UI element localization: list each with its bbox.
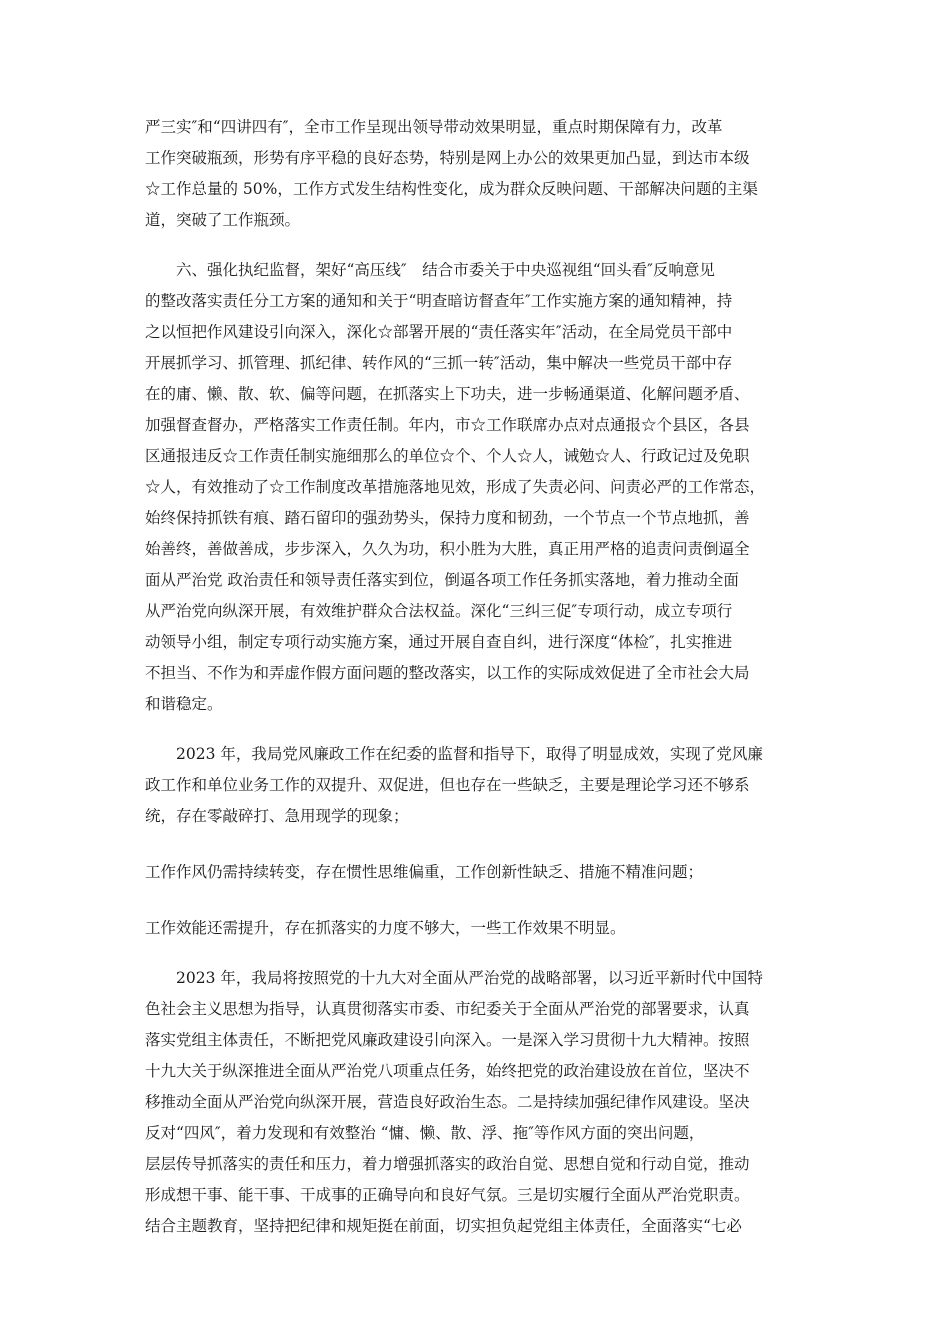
text-line: ☆工作总量的 50%，工作方式发生结构性变化，成为群众反映问题、干部解决问题的主渠 (145, 180, 758, 198)
paragraph-work-style (145, 857, 805, 888)
paragraph-work-results (145, 112, 805, 236)
text-line: 动领导小组，制定专项行动实施方案，通过开展自查自纠，进行深度“体检″，扎实推进 (145, 633, 733, 651)
text-line: 落实党组主体责任，不断把党风廉政建设引向深入。一是深入学习贯彻十九大精神。按照 (145, 1031, 750, 1049)
text-line: 道，突破了工作瓶颈。 (145, 211, 301, 229)
text-line: 始善终，善做善成，步步深入，久久为功，积小胜为大胜，真正用严格的追责问责倒逼全 (145, 540, 750, 558)
text-line: 六、强化执纪监督，架好“高压线″ 结合市委关于中央巡视组“回头看″反响意见 (145, 261, 715, 279)
paragraph-discipline-supervision (145, 255, 805, 720)
text-line: 不担当、不作为和弄虚作假方面问题的整改落实，以工作的实际成效促进了全市社会大局 (145, 664, 750, 682)
text-line: 反对“四风″，着力发现和有效整治 “慵、懒、散、浮、拖″等作风方面的突出问题， (145, 1124, 705, 1142)
text-line: 结合主题教育，坚持把纪律和规矩挺在前面，切实担负起党组主体责任，全面落实“七必 (145, 1217, 742, 1235)
text-line: 工作作风仍需持续转变，存在惯性思维偏重，工作创新性缺乏、措施不精准问题； (145, 863, 704, 881)
text-line: 加强督查督办，严格落实工作责任制。年内，市☆工作联席办点对点通报☆个县区，各县 (145, 416, 750, 434)
text-line: 工作突破瓶颈，形势有序平稳的良好态势，特别是网上办公的效果更加凸显，到达市本级 (145, 149, 750, 167)
text-line: 区通报违反☆工作责任制实施细那么的单位☆个、个人☆人，诫勉☆人、行政记过及免职 (145, 447, 750, 465)
text-line: 在的庸、懒、散、软、偏等问题，在抓落实上下功夫，进一步畅通渠道、化解问题矛盾、 (145, 385, 750, 403)
paragraph-efficiency (145, 913, 805, 944)
text-line: 开展抓学习、抓管理、抓纪律、转作风的“三抓一转″活动，集中解决一些党员干部中存 (145, 354, 733, 372)
paragraph-2023-review (145, 739, 805, 832)
text-line: 层层传导抓落实的责任和压力，着力增强抓落实的政治自觉、思想自觉和行动自觉，推动 (145, 1155, 750, 1173)
text-line: 统，存在零敲碎打、急用现学的现象； (145, 807, 409, 825)
text-line: 之以恒把作风建设引向深入，深化☆部署开展的“责任落实年″活动，在全局党员干部中 (145, 323, 733, 341)
paragraph-gap (145, 944, 805, 963)
paragraph-gap (145, 236, 805, 255)
text-line: 2023 年，我局将按照党的十九大对全面从严治党的战略部署，以习近平新时代中国特 (145, 969, 763, 987)
paragraph-gap (145, 888, 805, 913)
text-line: 和谐稳定。 (145, 695, 223, 713)
text-line: 十九大关于纵深推进全面从严治党八项重点任务，始终把党的政治建设放在首位，坚决不 (145, 1062, 750, 1080)
text-line: 政工作和单位业务工作的双提升、双促进，但也存在一些缺乏，主要是理论学习还不够系 (145, 776, 750, 794)
paragraph-gap (145, 832, 805, 857)
text-line: 始终保持抓铁有痕、踏石留印的强劲势头，保持力度和韧劲，一个节点一个节点地抓，善 (145, 509, 750, 527)
text-line: 形成想干事、能干事、干成事的正确导向和良好气氛。三是切实履行全面从严治党职责。 (145, 1186, 750, 1204)
paragraph-gap (145, 720, 805, 739)
text-line: 从严治党向纵深开展，有效维护群众合法权益。深化“三纠三促″专项行动，成立专项行 (145, 602, 733, 620)
text-line: 2023 年，我局党风廉政工作在纪委的监督和指导下，取得了明显成效，实现了党风廉 (145, 745, 763, 763)
text-line: 工作效能还需提升，存在抓落实的力度不够大，一些工作效果不明显。 (145, 919, 626, 937)
text-line: 严三实″和“四讲四有″，全市工作呈现出领导带动效果明显，重点时期保障有力，改革 (145, 118, 723, 136)
text-line: 移推动全面从严治党向纵深开展，营造良好政治生态。二是持续加强纪律作风建设。坚决 (145, 1093, 750, 1111)
text-line: ☆人，有效推动了☆工作制度改革措施落地见效，形成了失责必问、问责必严的工作常态， (145, 478, 766, 496)
text-line: 色社会主义思想为指导，认真贯彻落实市委、市纪委关于全面从严治党的部署要求，认真 (145, 1000, 750, 1018)
text-line: 的整改落实责任分工方案的通知和关于“明查暗访督查年″工作实施方案的通知精神，持 (145, 292, 733, 310)
text-line: 面从严治党 政治责任和领导责任落实到位，倒逼各项工作任务抓实落地，着力推动全面 (145, 571, 739, 589)
paragraph-2023-plan (145, 963, 805, 1242)
